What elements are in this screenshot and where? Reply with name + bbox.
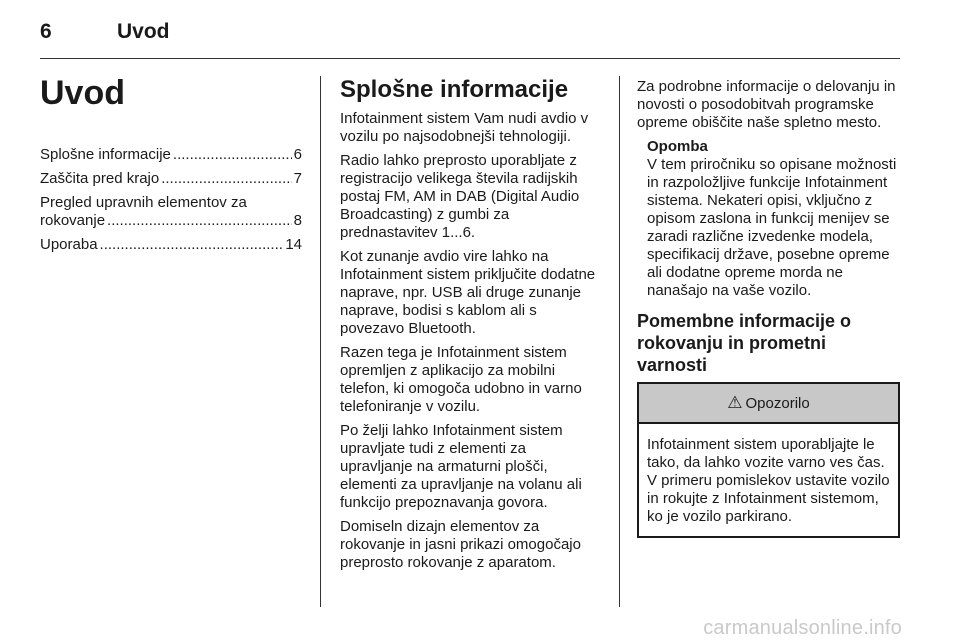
column-toc (40, 76, 302, 260)
note-label: Opomba (647, 138, 708, 155)
note-text: V tem priročniku so opisane možnosti in razpoložljive funkcije Infotainment sistema. Nekateri opisi, vključno z opisom zaslona in funkcij menijev se zaradi različne izvedenke modela, specifikacij države, posebne opreme ali dodatne opreme morda ne nanašajo na vaše vozilo. (647, 156, 897, 299)
warning-triangle-icon: ⚠ (727, 393, 743, 412)
page-number: 6 (40, 20, 52, 43)
note-block (647, 138, 900, 300)
watermark: carmanualsonline.info (703, 617, 902, 639)
warning-text: Infotainment sistem uporabljajte le tako, da lahko vozite varno ves čas. V primeru pomislekov ustavite vozilo in rokujte z Infotainment sistemom, ko je vozilo parkirano. (647, 436, 890, 525)
body-paragraph: Za podrobne informacije o delovanju in novosti o posodobitvah programske opreme obiščite naše spletno mesto. (637, 78, 896, 131)
toc-entry-page: 8 (293, 212, 302, 229)
column-safety (637, 78, 900, 538)
column-general-information (340, 76, 602, 578)
toc-leader-dots (161, 170, 291, 188)
toc-entry-page: 6 (293, 146, 302, 163)
toc-entry-label: Splošne informacije (40, 146, 171, 163)
body-paragraph: Infotainment sistem Vam nudi avdio v vozilu po najsodobnejši tehnologiji. (340, 110, 589, 145)
body-paragraph: Kot zunanje avdio vire lahko na Infotainment sistem priključite dodatne naprave, npr. USB ali druge zunanje naprave, bodisi s kablom ali s povezavo Bluetooth. (340, 248, 596, 337)
body-paragraph: Po želji lahko Infotainment sistem upravljate tudi z elementi za upravljanje na armaturni plošči, elementi za upravljanje na volanu ali funkcijo prepoznavanja govora. (340, 422, 582, 511)
toc-entry-page: 7 (293, 170, 302, 187)
body-paragraph: Domiseln dizajn elementov za rokovanje in jasni prikazi omogočajo preprosto rokovanje z aparatom. (340, 518, 581, 571)
toc-entry-controls-overview[interactable] (40, 194, 302, 230)
body-paragraph: Razen tega je Infotainment sistem opremljen z aplikacijo za mobilni telefon, ki omogoča udobno in varno telefoniranje v vozilu. (340, 344, 582, 415)
chapter-title: Uvod (40, 74, 125, 112)
toc-entry-label: Pregled upravnih elementov za (40, 194, 247, 211)
toc-entry-general-information[interactable] (40, 146, 302, 164)
column-divider-right (619, 76, 620, 607)
toc-leader-dots (100, 236, 284, 254)
toc-leader-dots (107, 212, 292, 230)
warning-header (639, 384, 898, 424)
section-heading-safety: Pomembne informacije o rokovanju in prometni varnosti (637, 311, 852, 375)
toc-leader-dots (173, 146, 292, 164)
header-rule (40, 58, 900, 59)
section-heading-general-information: Splošne informacije (340, 76, 569, 103)
warning-label: Opozorilo (745, 394, 810, 412)
warning-box (637, 382, 900, 538)
toc-entry-label: Uporaba (40, 236, 98, 253)
running-title: Uvod (117, 20, 170, 43)
toc-entry-label: rokovanje (40, 212, 106, 229)
body-paragraph: Radio lahko preprosto uporabljate z registracijo velikega števila radijskih postaj FM, AM in DAB (Digital Audio Broadcasting) z gumbi za prednastavitev 1...6. (340, 152, 580, 241)
toc-entry-page: 14 (285, 236, 302, 253)
column-divider-left (320, 76, 321, 607)
toc-entry-usage[interactable] (40, 236, 302, 254)
toc-entry-theft-protection[interactable] (40, 170, 302, 188)
toc-entry-label: Zaščita pred krajo (40, 170, 160, 187)
